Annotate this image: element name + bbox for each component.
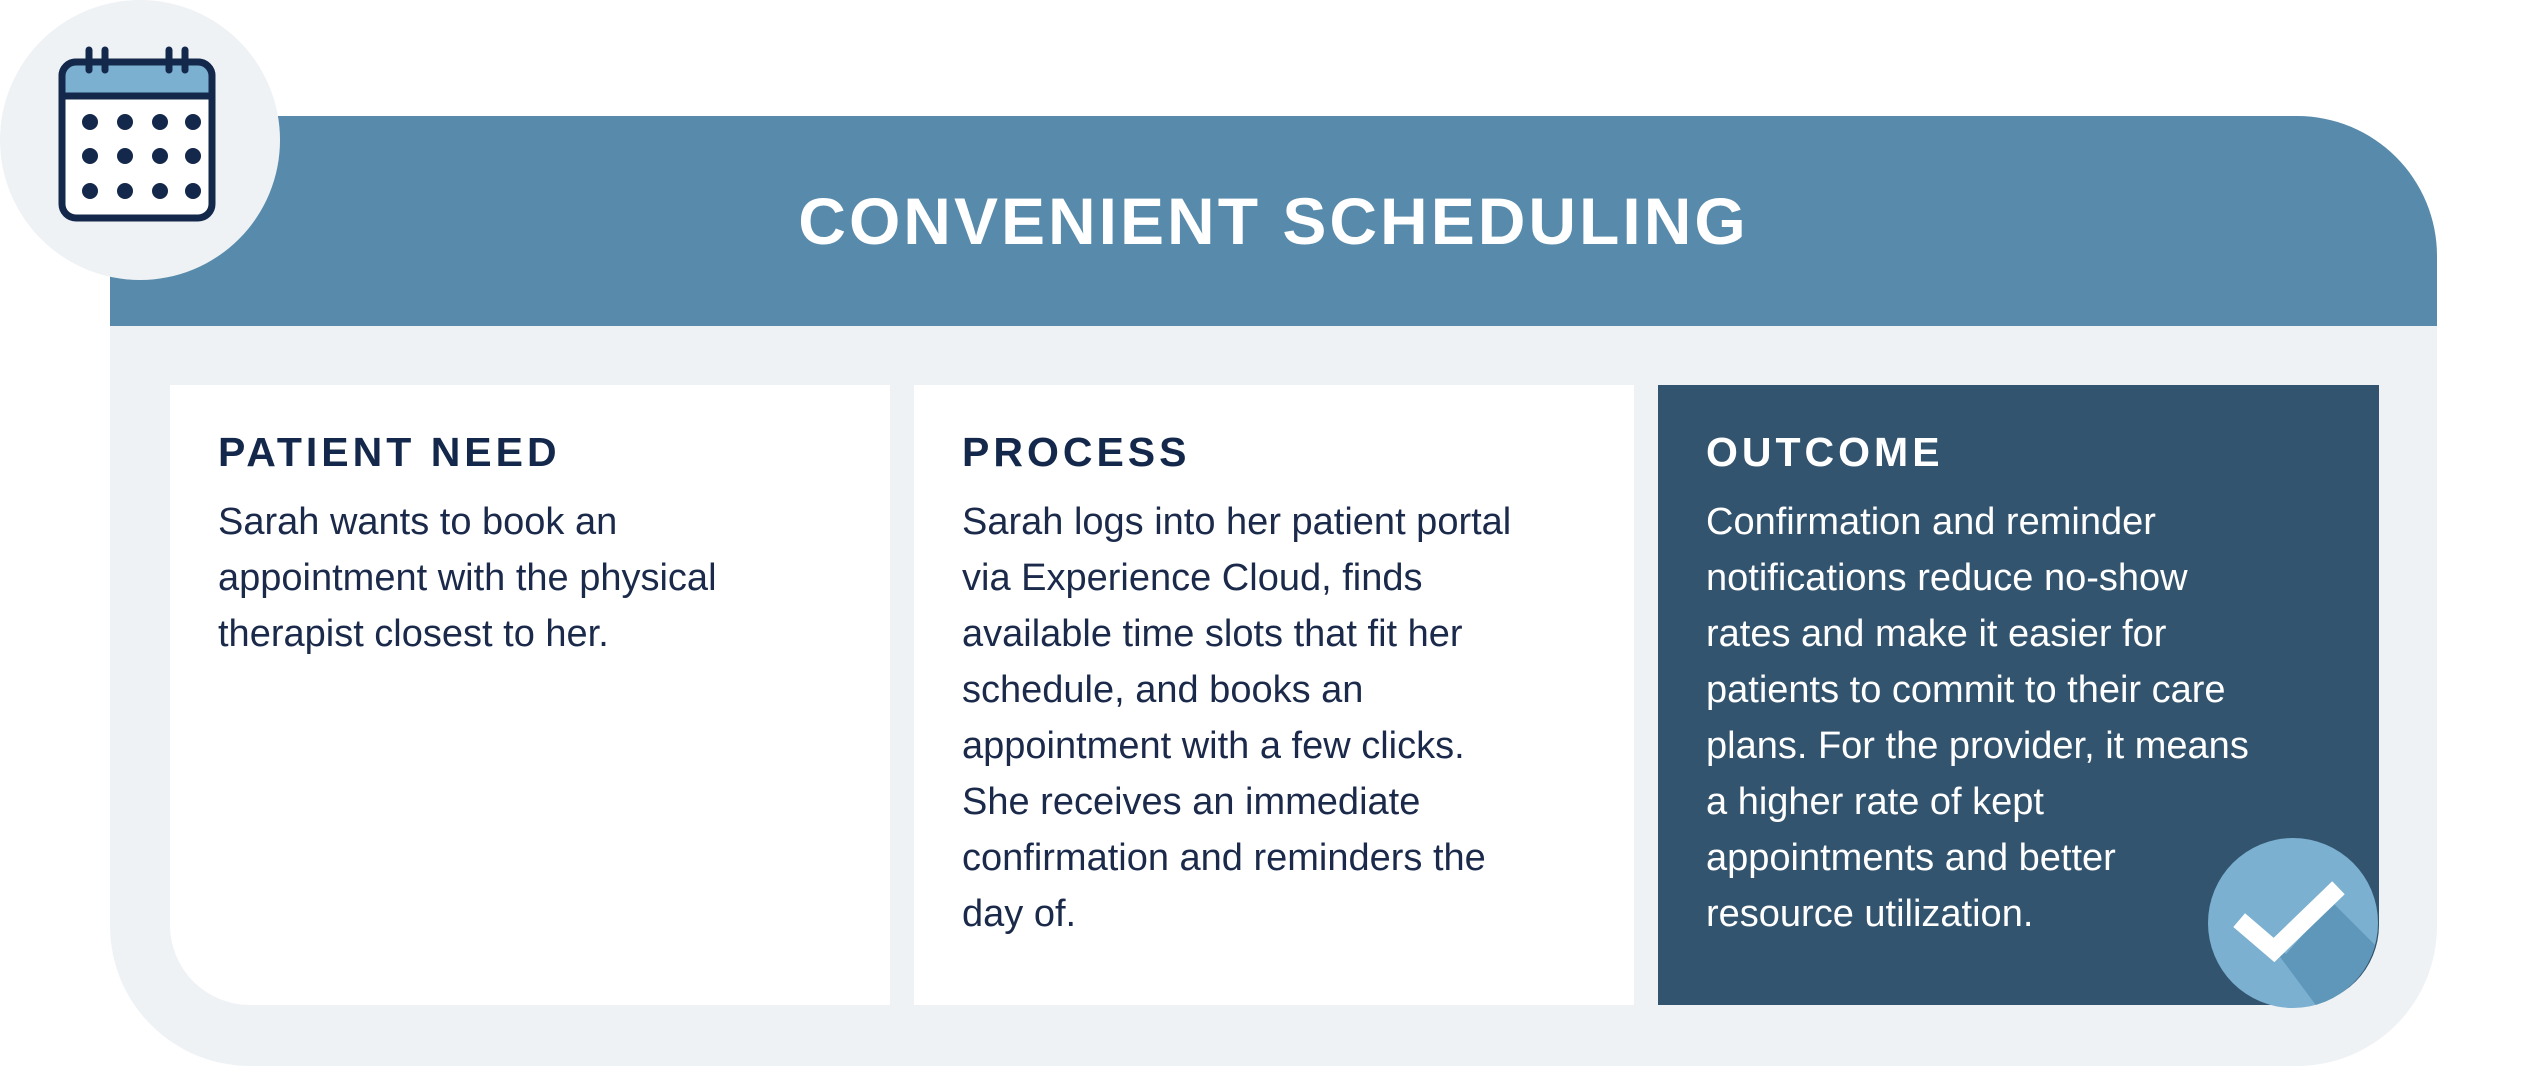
checkmark-badge [2208, 838, 2378, 1008]
patient-need-card [170, 385, 890, 1005]
header-banner [110, 116, 2437, 326]
process-text: Sarah logs into her patient portal via Experience Cloud, finds available time slots that fit her schedule, and books an appointment with a few clicks. She receives an immediate confirmation and reminders the day of. [962, 501, 1512, 935]
patient-need-heading: PATIENT NEED [218, 429, 561, 475]
process-heading: PROCESS [962, 429, 1191, 475]
calendar-icon [55, 46, 219, 226]
outcome-heading: OUTCOME [1706, 429, 1944, 475]
checkmark-icon [2208, 838, 2378, 1008]
page-title: CONVENIENT SCHEDULING [798, 184, 1749, 258]
calendar-badge [0, 0, 280, 280]
process-card [914, 385, 1634, 1005]
outcome-text: Confirmation and reminder notifications reduce no-show rates and make it easier for patients to commit to their care plans. For the provider, it means a higher rate of kept appointments and better resource utilization. [1706, 501, 2249, 935]
patient-need-text: Sarah wants to book an appointment with the physical therapist closest to her. [218, 501, 717, 655]
